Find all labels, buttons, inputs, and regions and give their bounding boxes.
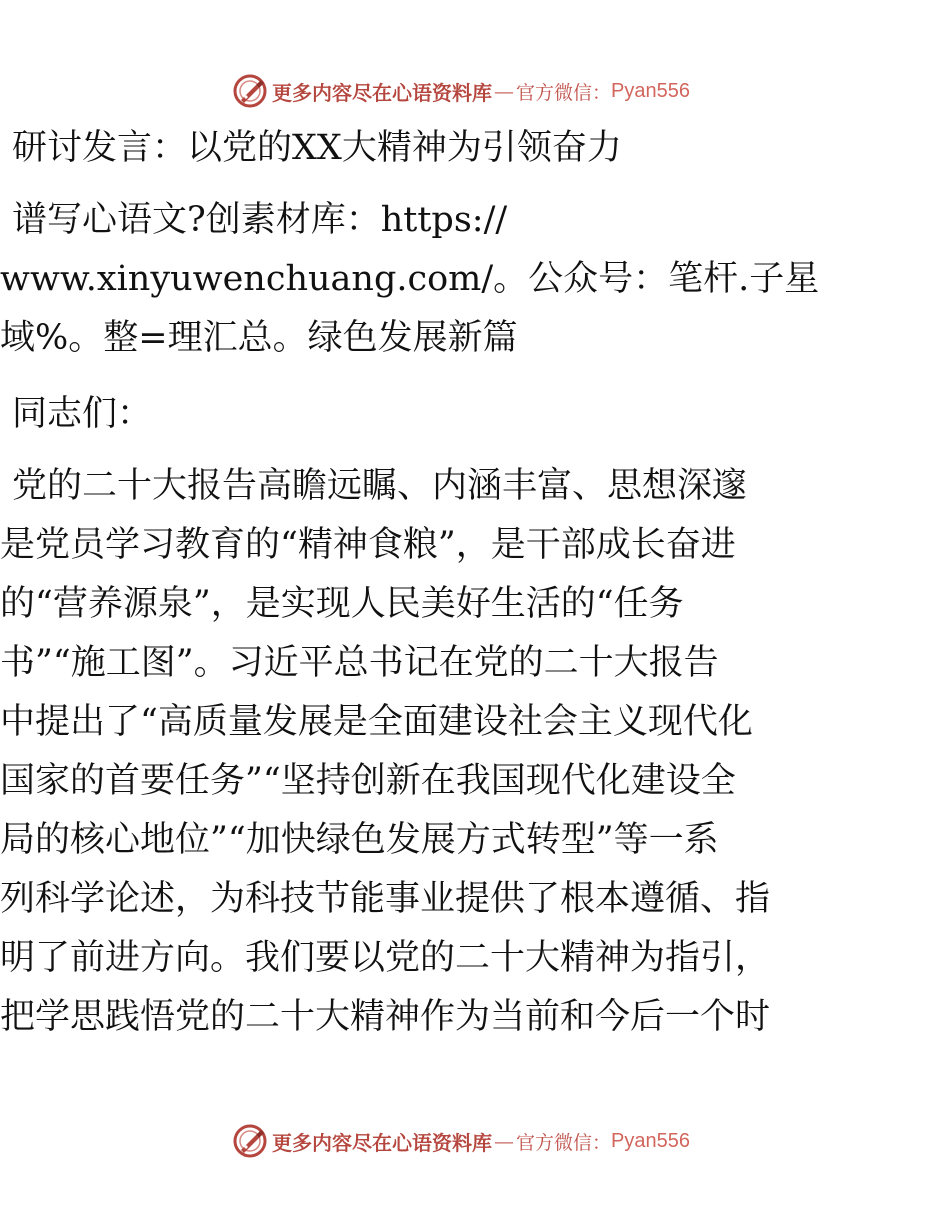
source-line — [0, 259, 950, 299]
source-line-text: 谱写心语文?创素材库：https:// — [12, 200, 508, 240]
document-title-line — [0, 128, 950, 168]
body-line — [0, 466, 950, 506]
source-line-text: 域%。整=理汇总。绿色发展新篇 — [0, 318, 518, 358]
watermark-dash: — — [494, 79, 514, 103]
body-line-text: 党的二十大报告高瞻远瞩、内涵丰富、思想深邃 — [12, 466, 748, 506]
watermark-contact-label: 官方微信： — [516, 81, 612, 104]
watermark-brand-text: 更多内容尽在心语资料库 — [272, 1130, 492, 1155]
body-line-text: 书”“施工图”。习近平总书记在党的二十大报告 — [0, 643, 719, 683]
body-line — [0, 879, 950, 919]
body-line-text: 是党员学习教育的“精神食粮”，是干部成长奋进 — [0, 525, 736, 565]
source-line-text: www.xinyuwenchuang.com/。公众号：笔杆.子星 — [0, 259, 820, 299]
body-line-text: 国家的首要任务”“坚持创新在我国现代化建设全 — [0, 761, 736, 801]
footer-watermark-banner — [232, 1122, 690, 1160]
body-line — [0, 820, 950, 860]
header-watermark-banner — [232, 72, 690, 110]
source-line — [0, 318, 950, 358]
body-line — [0, 525, 950, 565]
salutation: 同志们： — [12, 394, 153, 434]
body-line-text: 明了前进方向。我们要以党的二十大精神为指引， — [0, 938, 771, 978]
body-line-text: 列科学论述，为科技节能事业提供了根本遵循、指 — [0, 879, 771, 919]
body-line-text: 局的核心地位”“加快绿色发展方式转型”等一系 — [0, 820, 719, 860]
body-line — [0, 584, 950, 624]
pen-nib-logo-icon — [232, 73, 268, 109]
watermark-brand-text: 更多内容尽在心语资料库 — [272, 80, 492, 105]
watermark-contact-label: 官方微信： — [516, 1131, 612, 1154]
salutation-line — [0, 394, 950, 434]
body-line — [0, 938, 950, 978]
watermark-contact-id: Pyan556 — [611, 1129, 690, 1152]
source-line — [0, 200, 950, 240]
pen-nib-logo-icon — [232, 1123, 268, 1159]
body-line — [0, 702, 950, 742]
body-line-text: 把学思践悟党的二十大精神作为当前和今后一个时 — [0, 997, 771, 1037]
body-line-text: 的“营养源泉”，是实现人民美好生活的“任务 — [0, 584, 684, 624]
document-title: 研讨发言：以党的XX大精神为引领奋力 — [12, 128, 622, 168]
body-line — [0, 761, 950, 801]
body-line-text: 中提出了“高质量发展是全面建设社会主义现代化 — [0, 702, 753, 742]
body-line — [0, 997, 950, 1037]
watermark-dash: — — [494, 1129, 514, 1153]
body-line — [0, 643, 950, 683]
watermark-contact-id: Pyan556 — [611, 79, 690, 102]
